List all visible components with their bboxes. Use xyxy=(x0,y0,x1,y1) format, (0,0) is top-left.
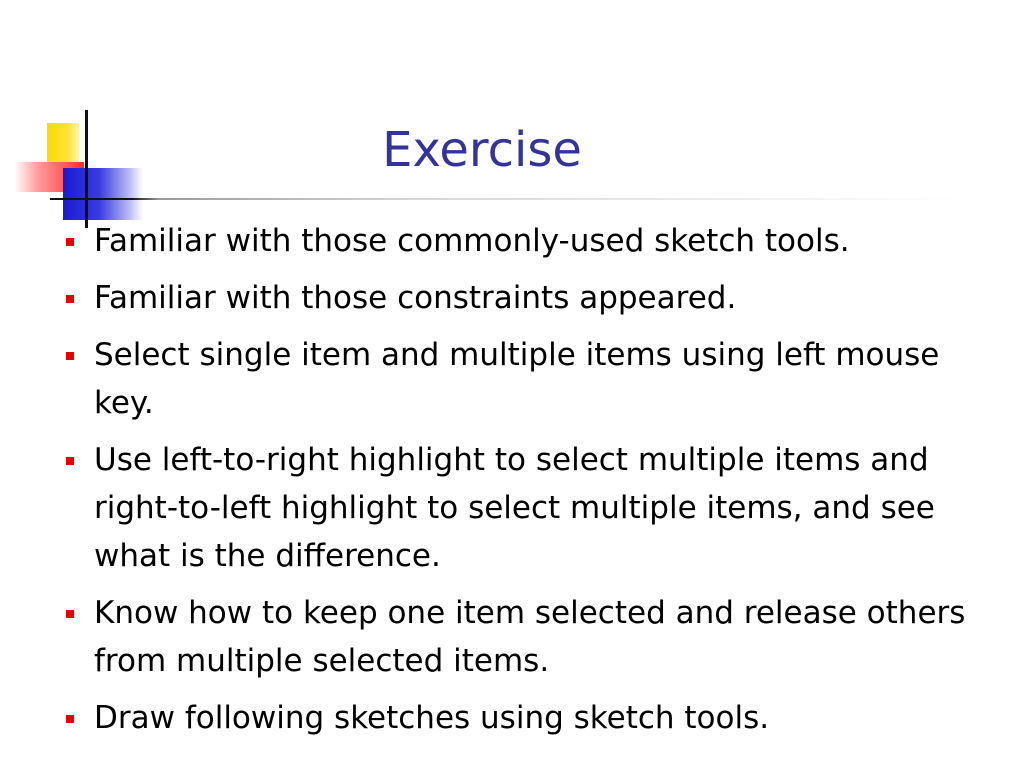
square-bullet-icon xyxy=(66,238,74,246)
bullet-item xyxy=(60,274,990,322)
bullet-text: Know how to keep one item selected and release others from multiple selected items. xyxy=(94,595,966,679)
bullet-text: Familiar with those constraints appeared. xyxy=(94,280,737,316)
bullet-item xyxy=(60,589,990,685)
square-bullet-icon xyxy=(66,457,74,465)
title-underline-rule xyxy=(50,198,960,200)
bullet-item xyxy=(60,217,990,265)
vertical-rule-decoration xyxy=(85,110,88,228)
bullet-text: Select single item and multiple items using left mouse key. xyxy=(94,337,940,421)
bullet-list xyxy=(60,217,990,751)
bullet-text: Familiar with those commonly-used sketch tools. xyxy=(94,223,850,259)
bullet-item xyxy=(60,331,990,427)
square-bullet-icon xyxy=(66,610,74,618)
square-bullet-icon xyxy=(66,352,74,360)
bullet-text: Use left-to-right highlight to select multiple items and right-to-left highlight to select multiple items, and see what is the difference. xyxy=(94,442,935,574)
bullet-item xyxy=(60,436,990,580)
bullet-item xyxy=(60,694,990,742)
blue-square-decoration xyxy=(63,168,143,220)
square-bullet-icon xyxy=(66,295,74,303)
decorative-logo-blocks xyxy=(0,0,160,240)
slide-title: Exercise xyxy=(382,122,582,178)
square-bullet-icon xyxy=(66,715,74,723)
bullet-text: Draw following sketches using sketch tools. xyxy=(94,700,770,736)
